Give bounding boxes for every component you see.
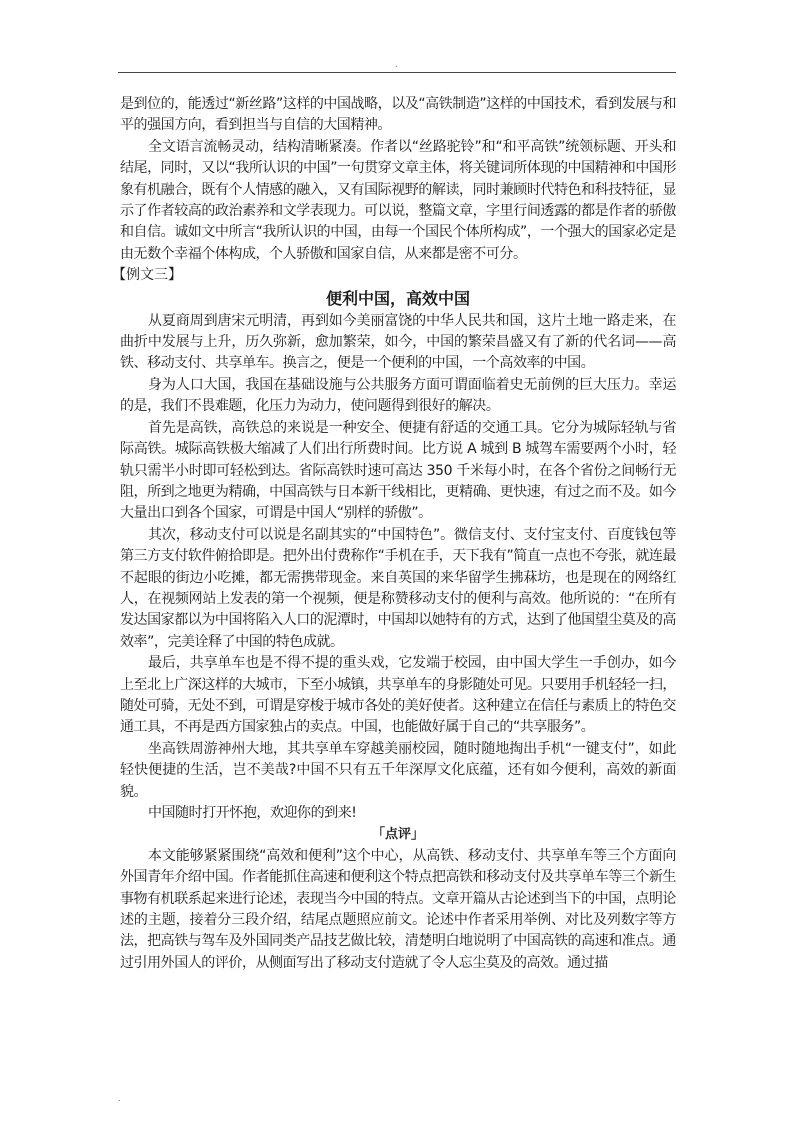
footer-mark: .: [118, 1094, 121, 1103]
essay-paragraph: 中国随时打开怀抱，欢迎你的到来!: [148, 805, 357, 821]
essay-title: 便利中国，高效中国: [325, 288, 470, 308]
review-title: 「点评」: [371, 827, 424, 843]
example-label: 【例文三】: [112, 267, 182, 284]
prior-review-paragraph: 全文语言流畅灵动，结构清晰紧凑。作者以“丝路驼铃”和“和平高铁”统领标题、开头和结尾，同时，又以“我所认识的中国”一句贯穿文章主体，将关键词所体现的中国精神和中国形象有机融合，既有个人情感的融入，又有国际视野的解读，同时兼顾时代特色和科技特征，显示了作者较高的政治素养和文学表现力。可以说，整篇文章，字里行间透露的都是作者的骄傲和自信。诚如文中所言“我所认识的中国，由每一个国民个体所构成”，一个强大的国家必定是由无数个幸福个体构成，个人骄傲和国家自信，从来都是密不可分。: [120, 138, 676, 262]
essay-paragraph: 首先是高铁，高铁总的来说是一种安全、便捷有舒适的交通工具。它分为城际轻轨与省际高铁。城际高铁极大缩减了人们出行所费时间。比方说 A 城到 B 城驾车需要两个小时，轻轨只需半小时即可轻松到达。省际高铁时速可高达 350 千米每小时，在各个省份之间畅行无阻，所到之地更为精确，中国高铁与日本新干线相比，更精确、更快速，有过之而不及。如今大量出口到各个国家，可谓是中国人“别样的骄傲”。: [120, 419, 676, 522]
prior-review-continuation: 是到位的，能透过“新丝路”这样的中国战略，以及“高铁制造”这样的中国技术，看到发展与和平的强国方向，看到担当与自信的大国精神。: [120, 96, 676, 134]
essay-paragraph: 从夏商周到唐宋元明清，再到如今美丽富饶的中华人民共和国，这片土地一路走来，在曲折中发展与上升，历久弥新，愈加繁荣，如今，中国的繁荣昌盛又有了新的代名词——高铁、移动支付、共享单车。换言之，便是一个便利的中国，一个高效率的中国。: [120, 312, 676, 372]
review-paragraph: 本文能够紧紧围绕“高效和便利”这个中心，从高铁、移动支付、共享单车等三个方面向外国青年介绍中国。作者能抓住高速和便利这个特点把高铁和移动支付及共享单车等三个新生事物有机联系起来进行论述，表现当今中国的特点。文章开篇从古论述到当下的中国，点明论述的主题，接着分三段介绍，结尾点题照应前文。论述中作者采用举例、对比及列数字等方法，把高铁与驾车及外国同类产品技艺做比较，清楚明白地说明了中国高铁的高速和准点。通过引用外国人的评价，从侧面写出了移动支付造就了令人忘尘莫及的高效。通过描: [120, 847, 676, 971]
essay-paragraph: 坐高铁周游神州大地，其共享单车穿越美丽校园，随时随地掏出手机“一键支付”，如此轻快便捷的生活，岂不美哉?中国不只有五千年深厚文化底蕴，还有如今便利，高效的新面貌。: [120, 740, 676, 800]
essay-paragraph: 最后，共享单车也是不得不提的重头戏，它发端于校园，由中国大学生一手创办，如今上至北上广深这样的大城市，下至小城镇，共享单车的身影随处可见。只要用手机轻轻一扫，随处可骑，无处不到，可谓是穿梭于城市各处的美好使者。这种建立在信任与素质上的特色交通工具，不再是西方国家独占的卖点。中国，也能做好属于自己的“共享服务”。: [120, 655, 676, 736]
document-body: [112, 94, 676, 974]
essay-paragraph: 身为人口大国，我国在基础设施与公共服务方面可谓面临着史无前例的巨大压力。幸运的是，我们不畏难题，化压力为动力，使问题得到很好的解决。: [120, 376, 676, 415]
essay-paragraph: 其次，移动支付可以说是名副其实的“中国特色”。微信支付、支付宝支付、百度钱包等第三方支付软件俯拾即是。把外出付费称作“手机在手，天下我有”简直一点也不夸张，就连最不起眼的街边小吃摊，都无需携带现金。来自英国的来华留学生拂菻坊，也是现在的网络红人，在视频网站上发表的第一个视频，便是称赞移动支付的便利与高效。他所说的：“在所有发达国家都以为中国将陷入人口的泥潭时，中国却以她特有的方式，达到了他国望尘莫及的高效率”，完美诠释了中国的特色成就。: [120, 526, 676, 650]
header-mark: .: [395, 60, 398, 69]
header-rule: [118, 72, 676, 73]
